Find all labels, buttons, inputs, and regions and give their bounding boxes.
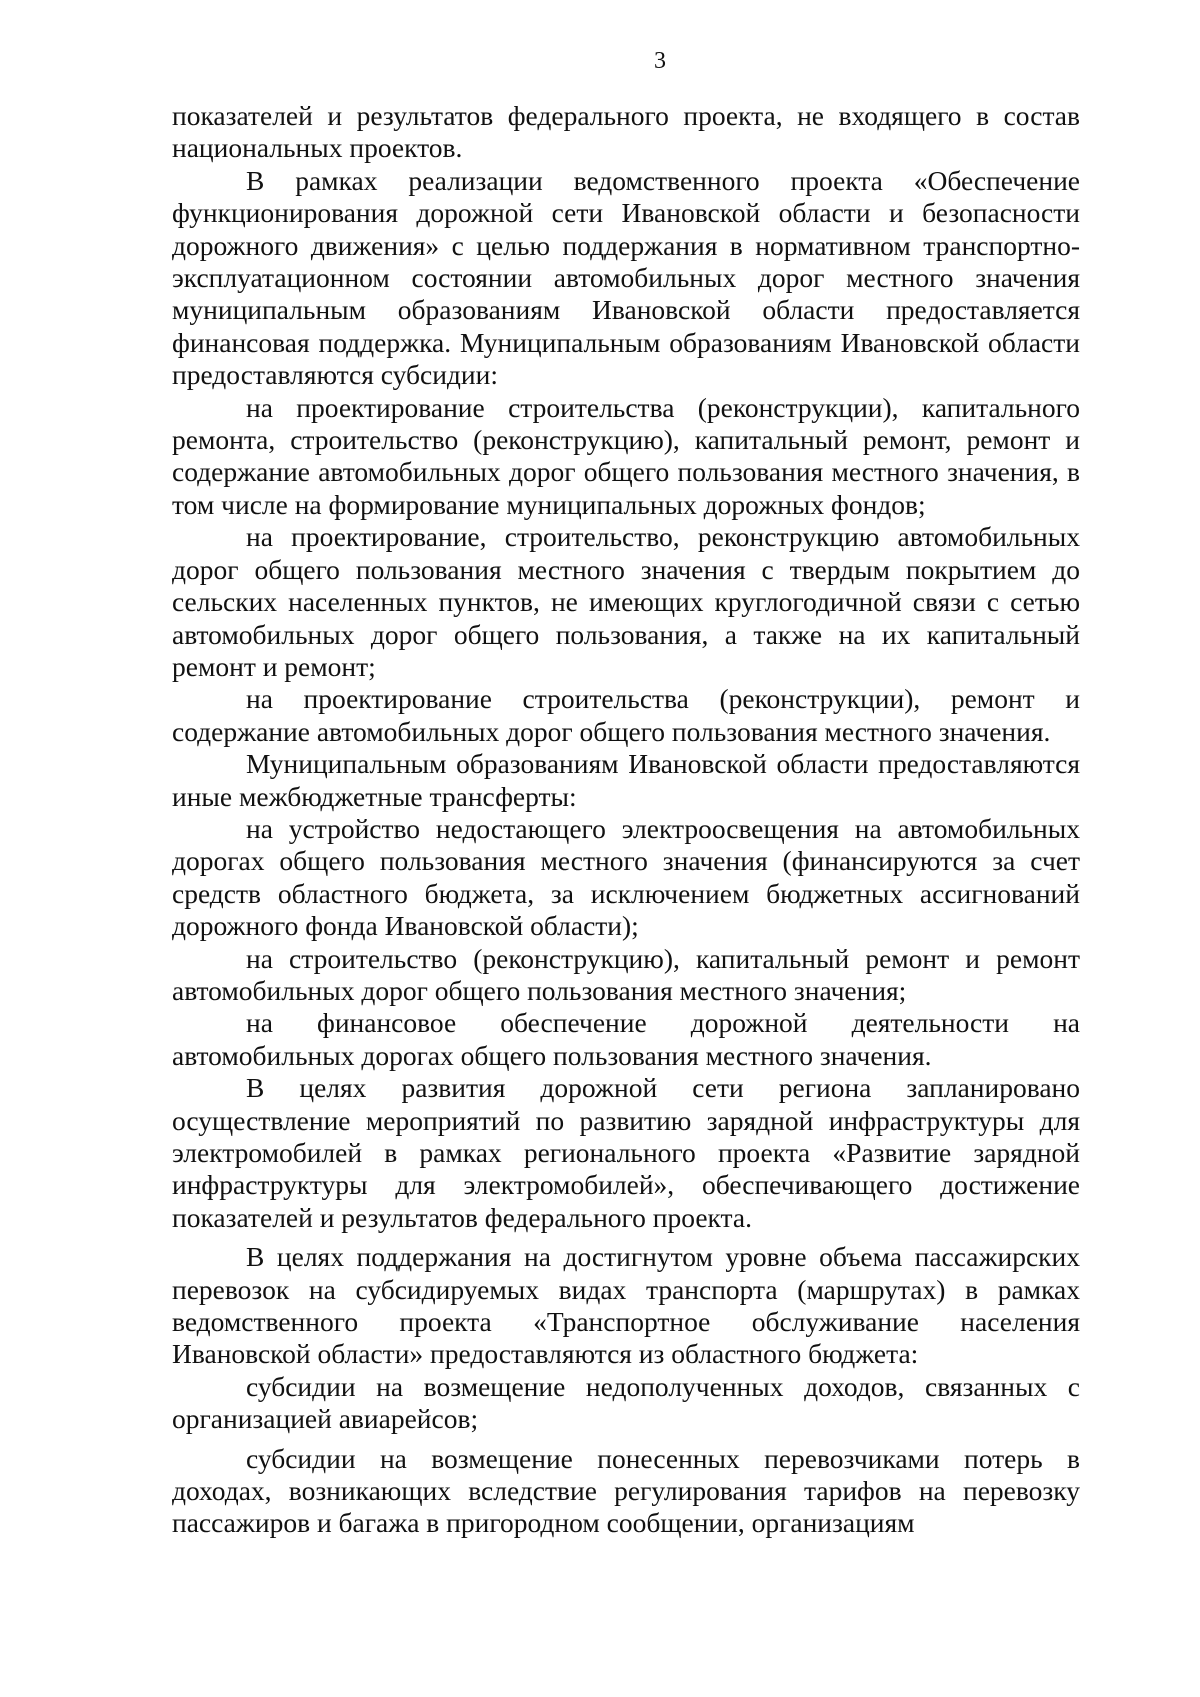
page-number: 3 xyxy=(654,48,666,74)
paragraph-road-network-project: В рамках реализации ведомственного проекта «Обеспечение функционирования дорожной сети Ивановской области и безопасности дорожного движения» с целью поддержания в нормативном транспортно-эксплуатационном состоянии автомобильных дорог местного значения муниципальным образованиям Ивановской области предоставляется финансовая поддержка. Муниципальным образованиям Ивановской области предоставляются субсидии: xyxy=(172,164,1080,391)
paragraph-charging-infrastructure: В целях развития дорожной сети региона запланировано осуществление мероприятий по развитию зарядной инфраструктуры для электромобилей в рамках регионального проекта «Развитие зарядной инфраструктуры для электромобилей», обеспечивающего достижение показателей и результатов федерального проекта. xyxy=(172,1072,1080,1233)
paragraph-passenger-transport: В целях поддержания на достигнутом уровне объема пассажирских перевозок на субсидируемых видах транспорта (маршрутах) в рамках ведомственного проекта «Транспортное обслуживание населения Ивановской области» предоставляются из областного бюджета: xyxy=(172,1241,1080,1370)
paragraph-interbudget-transfers: Муниципальным образованиям Ивановской области предоставляются иные межбюджетные трансферты: xyxy=(172,748,1080,812)
paragraph-subsidy-flights: субсидии на возмещение недополученных доходов, связанных с организацией авиарейсов; xyxy=(172,1370,1080,1435)
paragraph-transfer-lighting: на устройство недостающего электроосвещения на автомобильных дорогах общего пользования местного значения (финансируются за счет средств областного бюджета, за исключением бюджетных ассигнований дорожного фонда Ивановской области); xyxy=(172,812,1080,942)
paragraph-transfer-financing: на финансовое обеспечение дорожной деятельности на автомобильных дорогах общего пользования местного значения. xyxy=(172,1007,1080,1071)
paragraph-subsidy-maintenance: на проектирование строительства (реконструкции), ремонт и содержание автомобильных дорог общего пользования местного значения. xyxy=(172,683,1080,747)
paragraph-subsidy-design-repair: на проектирование строительства (реконструкции), капитального ремонта, строительство (реконструкцию), капитальный ремонт, ремонт и содержание автомобильных дорог общего пользования местного значения, в том числе на формирование муниципальных дорожных фондов; xyxy=(172,391,1080,520)
paragraph-continuation: показателей и результатов федерального проекта, не входящего в состав национальных проектов. xyxy=(172,100,1080,164)
paragraph-subsidy-suburban: субсидии на возмещение понесенных перевозчиками потерь в доходах, возникающих вследствие регулирования тарифов на перевозку пассажиров и багажа в пригородном сообщении, организациям xyxy=(172,1442,1080,1539)
document-body xyxy=(172,100,1080,1540)
paragraph-subsidy-rural-roads: на проектирование, строительство, реконструкцию автомобильных дорог общего пользования местного значения с твердым покрытием до сельских населенных пунктов, не имеющих круглогодичной связи с сетью автомобильных дорог общего пользования, а также на их капитальный ремонт и ремонт; xyxy=(172,521,1080,682)
paragraph-transfer-construction: на строительство (реконструкцию), капитальный ремонт и ремонт автомобильных дорог общего пользования местного значения; xyxy=(172,942,1080,1006)
